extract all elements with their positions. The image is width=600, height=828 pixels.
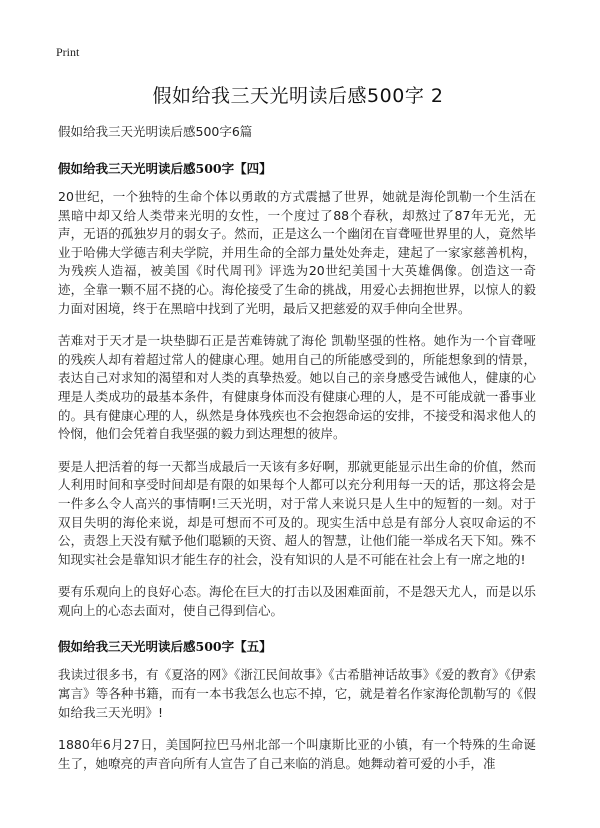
paragraph: 要是人把活着的每一天都当成最后一天该有多好啊，那就更能显示出生命的价值，然而人利用时间和享受时间却是有限的如果每个人都可以充分利用每一天的话，那这将会是一件多么令人高兴的事情啊!三天光明，对于常人来说只是人生中的短暂的一刻。对于双目失明的海伦来说，却是可想而不可及的。现实生活中总是有部分人哀叹命运的不公，责怨上天没有赋予他们聪颖的天资、超人的智慧，让他们能一举成名天下知。殊不知现实社会是靠知识才能生存的社会，没有知识的人是不可能在社会上有一席之地的! <box>58 458 536 567</box>
print-link[interactable]: Print <box>56 45 80 59</box>
paragraph: 1880年6月27日，美国阿拉巴马州北部一个叫康斯比亚的小镇，有一个特殊的生命诞生了，她嘹亮的声音向所有人宣告了自己来临的消息。她舞动着可爱的小手，准 <box>58 737 536 771</box>
paragraph: 20世纪，一个独特的生命个体以勇敢的方式震撼了世界，她就是海伦凯勒一个生活在黑暗中却又给人类带来光明的女性，一个度过了88个春秋，却熬过了87年无光，无声，无语的孤独岁月的弱女子。然而，正是这么一个幽闭在盲聋哑世界里的人，竟然毕业于哈佛大学德吉利夫学院，并用生命的全部力量处处奔走，建起了一家家慈善机构，为残疾人造福，被美国《时代周刊》评选为20世纪美国十大英雄偶像。创造这一奇迹，全靠一颗不屈不挠的心。海伦接受了生命的挑战，用爱心去拥抱世界，以惊人的毅力面对困境，终于在黑暗中找到了光明，最后又把慈爱的双手伸向全世界。 <box>58 189 536 316</box>
paragraph: 我读过很多书，有《夏洛的网》《浙江民间故事》《古希腊神话故事》《爱的教育》《伊索寓言》等各种书籍，而有一本书我怎么也忘不掉，它，就是着名作家海伦凯勒写的《假如给我三天光明》! <box>58 667 536 720</box>
section-heading-four: 假如给我三天光明读后感500字【四】 <box>58 161 272 176</box>
section-heading-five: 假如给我三天光明读后感500字【五】 <box>58 639 272 655</box>
document-subtitle: 假如给我三天光明读后感500字6篇 <box>58 124 253 139</box>
paragraph: 要有乐观向上的良好心态。海伦在巨大的打击以及困难面前，不是怨天尤人，而是以乐观向上的心态去面对，使自己得到信心。 <box>58 584 536 618</box>
document-title: 假如给我三天光明读后感500字 2 <box>152 85 444 107</box>
paragraph: 苦难对于天才是一块垫脚石正是苦难铸就了海伦 凯勒坚强的性格。她作为一个盲聋哑的残疾人却有着超过常人的健康心理。她用自己的所能感受到的，所能想象到的情景，表达自己对求知的渴望和对人类的真挚热爱。她以自己的亲身感受告诫他人，健康的心理是人类成功的最基本条件，有健康身体而没有健康心理的人，是不可能成就一番事业的。具有健康心理的人，纵然是身体残疾也不会抱怨命运的安排，不接受和渴求他人的怜悯，他们会凭着自我坚强的毅力到达理想的彼岸。 <box>58 333 536 442</box>
